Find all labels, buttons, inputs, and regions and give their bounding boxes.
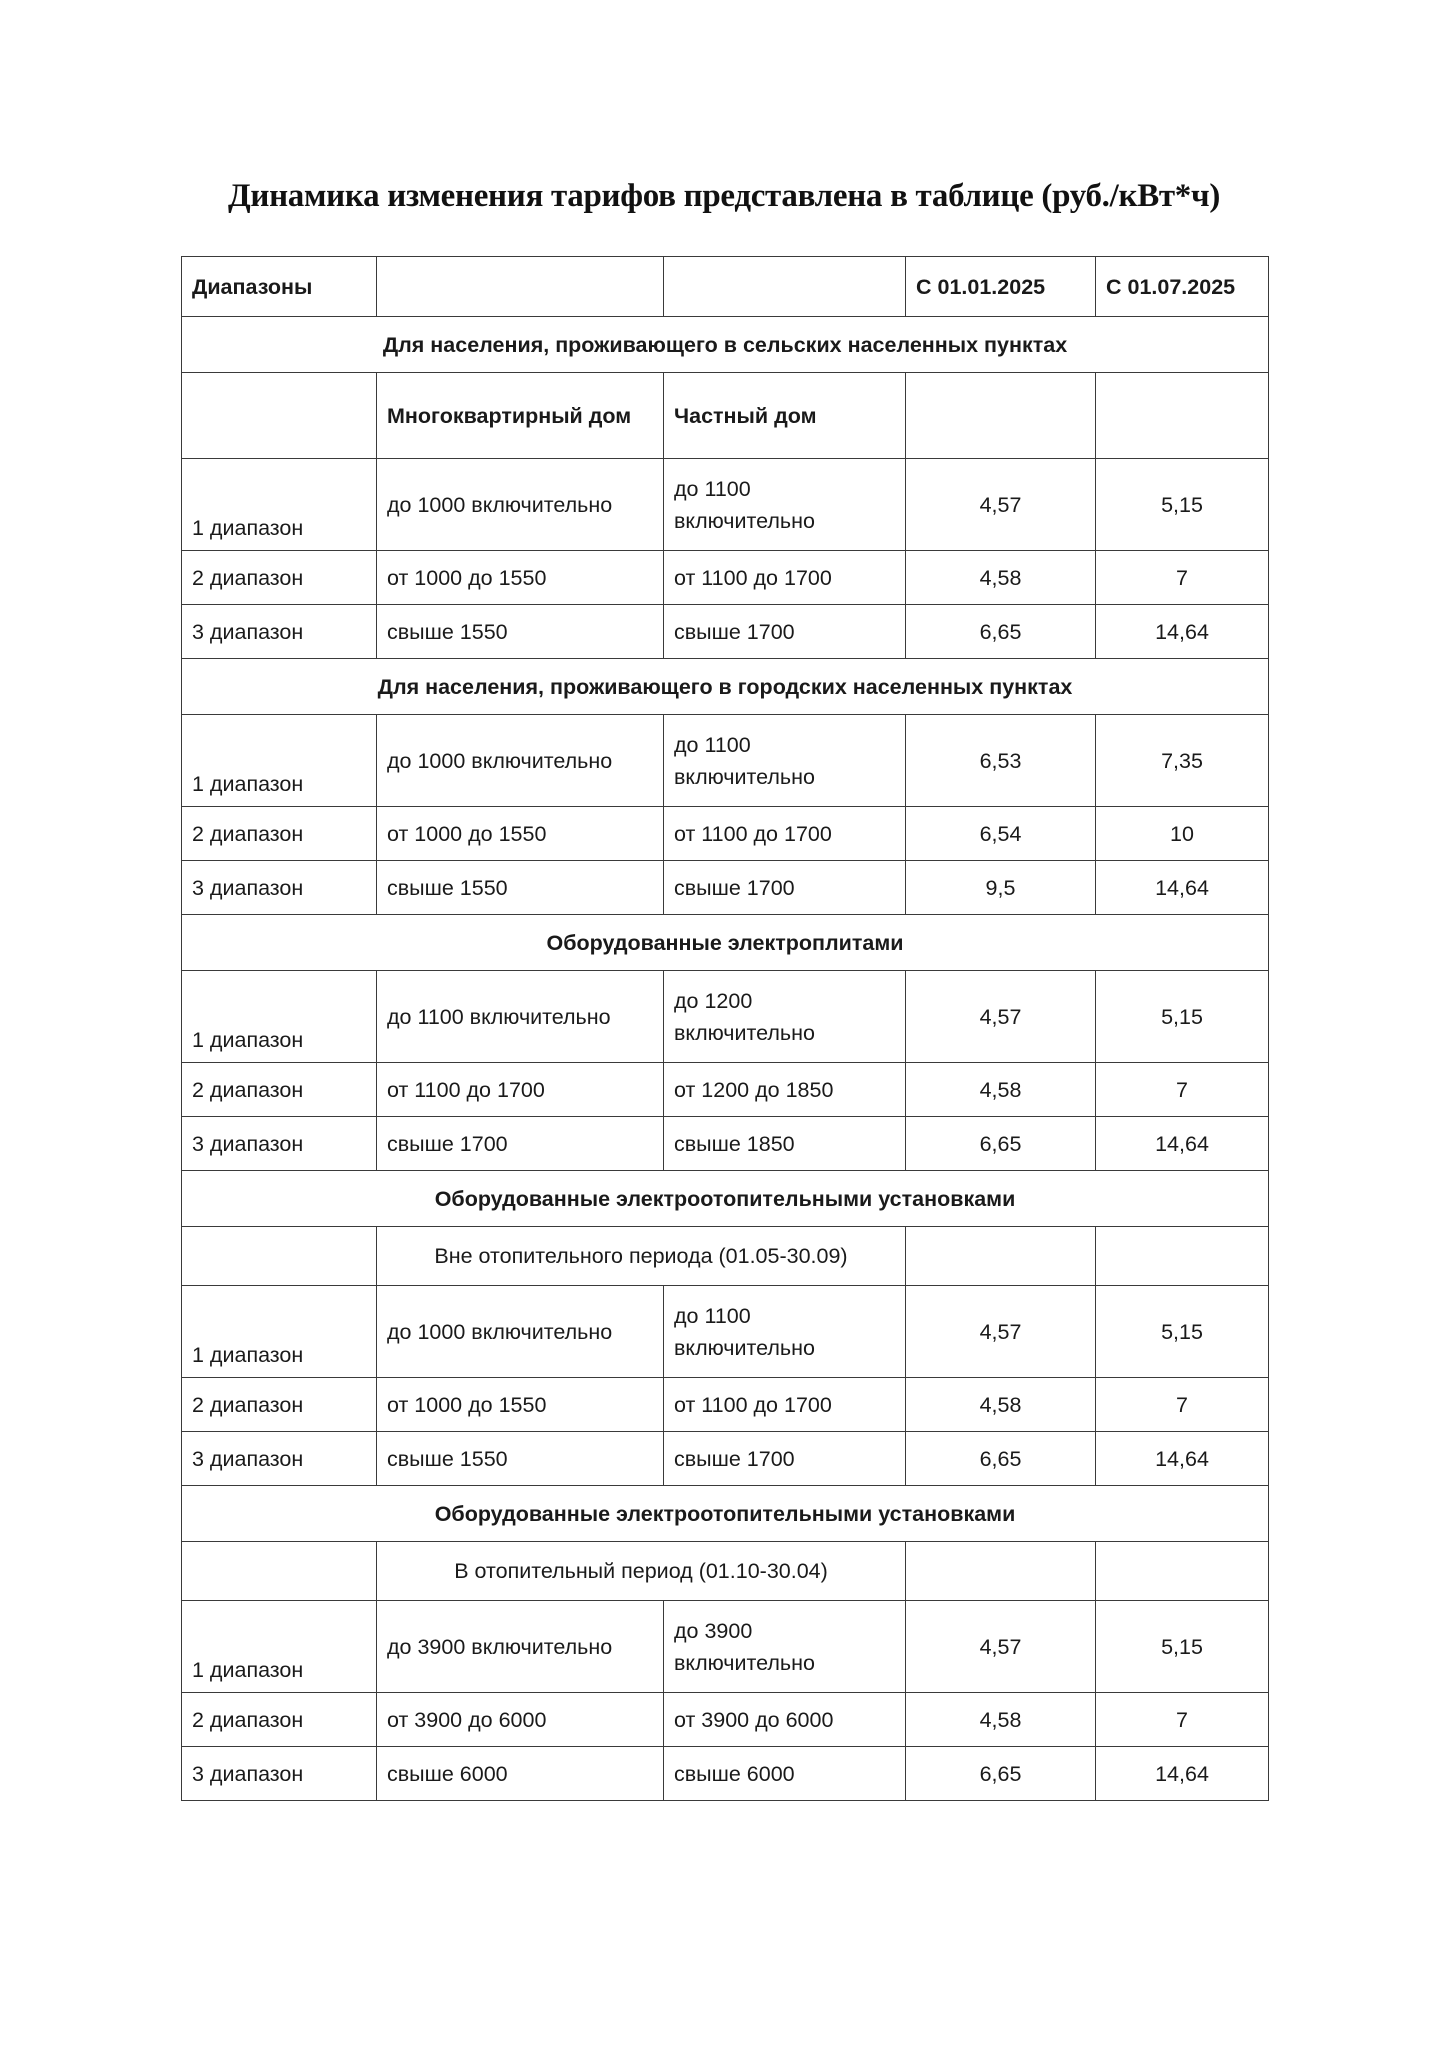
table-row — [182, 1063, 1269, 1117]
range-label: 3 диапазон — [182, 605, 377, 659]
tariff-jul: 14,64 — [1096, 605, 1269, 659]
tariff-jul: 5,15 — [1096, 1286, 1269, 1378]
private-limit: до 3900 включительно — [664, 1601, 906, 1693]
range-label: 1 диапазон — [182, 1601, 377, 1693]
range-label: 3 диапазон — [182, 1432, 377, 1486]
apartment-limit: от 1000 до 1550 — [377, 1378, 664, 1432]
table-row — [182, 861, 1269, 915]
apartment-limit: до 1100 включительно — [377, 971, 664, 1063]
section-title-row — [182, 659, 1269, 715]
apartment-limit: от 1000 до 1550 — [377, 807, 664, 861]
private-limit: свыше 1700 — [664, 605, 906, 659]
tariff-jan: 6,54 — [906, 807, 1096, 861]
apartment-limit: от 1100 до 1700 — [377, 1063, 664, 1117]
period-row — [182, 1227, 1269, 1286]
range-label: 1 диапазон — [182, 971, 377, 1063]
range-label: 1 диапазон — [182, 459, 377, 551]
period-label: Вне отопительного периода (01.05-30.09) — [377, 1227, 906, 1286]
apartment-limit: свыше 1550 — [377, 861, 664, 915]
tariff-jul: 7 — [1096, 551, 1269, 605]
table-row — [182, 1286, 1269, 1378]
subheader-empty — [1096, 373, 1269, 459]
table-header-row — [182, 257, 1269, 317]
tariff-jan: 4,58 — [906, 1063, 1096, 1117]
apartment-limit: свыше 6000 — [377, 1747, 664, 1801]
apartment-limit: до 3900 включительно — [377, 1601, 664, 1693]
tariff-jan: 4,58 — [906, 1693, 1096, 1747]
period-empty — [1096, 1227, 1269, 1286]
tariff-jul: 14,64 — [1096, 1117, 1269, 1171]
section-title-row — [182, 1486, 1269, 1542]
subheader-empty — [906, 373, 1096, 459]
period-row — [182, 1542, 1269, 1601]
range-label: 3 диапазон — [182, 1117, 377, 1171]
tariff-jul: 14,64 — [1096, 1747, 1269, 1801]
tariff-jan: 6,65 — [906, 1117, 1096, 1171]
private-limit: до 1200 включительно — [664, 971, 906, 1063]
tariff-jul: 10 — [1096, 807, 1269, 861]
period-label: В отопительный период (01.10-30.04) — [377, 1542, 906, 1601]
header-date-jul: С 01.07.2025 — [1096, 257, 1269, 317]
private-limit: до 1100 включительно — [664, 459, 906, 551]
range-label: 3 диапазон — [182, 861, 377, 915]
apartment-limit: свыше 1700 — [377, 1117, 664, 1171]
private-limit: от 1100 до 1700 — [664, 807, 906, 861]
table-row — [182, 807, 1269, 861]
tariff-jul: 7 — [1096, 1063, 1269, 1117]
header-date-jan: С 01.01.2025 — [906, 257, 1096, 317]
apartment-limit: от 1000 до 1550 — [377, 551, 664, 605]
period-empty — [182, 1542, 377, 1601]
tariff-jan: 4,57 — [906, 459, 1096, 551]
private-limit: от 1200 до 1850 — [664, 1063, 906, 1117]
table-row — [182, 1601, 1269, 1693]
subheader-empty — [182, 373, 377, 459]
subheader-apartment: Многоквартирный дом — [377, 373, 664, 459]
tariff-jul: 7,35 — [1096, 715, 1269, 807]
tariff-jul: 5,15 — [1096, 971, 1269, 1063]
period-empty — [1096, 1542, 1269, 1601]
private-limit: до 1100 включительно — [664, 715, 906, 807]
period-empty — [906, 1227, 1096, 1286]
apartment-limit: свыше 1550 — [377, 605, 664, 659]
header-ranges: Диапазоны — [182, 257, 377, 317]
table-row — [182, 459, 1269, 551]
private-limit: от 1100 до 1700 — [664, 551, 906, 605]
tariff-jul: 14,64 — [1096, 861, 1269, 915]
section-title: Оборудованные электроотопительными установками — [182, 1486, 1269, 1542]
private-limit: свыше 1700 — [664, 861, 906, 915]
apartment-limit: свыше 1550 — [377, 1432, 664, 1486]
section-title: Оборудованные электроотопительными установками — [182, 1171, 1269, 1227]
header-empty-1 — [377, 257, 664, 317]
table-row — [182, 971, 1269, 1063]
private-limit: свыше 6000 — [664, 1747, 906, 1801]
table-row — [182, 1117, 1269, 1171]
period-empty — [906, 1542, 1096, 1601]
range-label: 2 диапазон — [182, 1063, 377, 1117]
table-row — [182, 1378, 1269, 1432]
range-label: 2 диапазон — [182, 1378, 377, 1432]
table-row — [182, 1747, 1269, 1801]
tariff-jan: 4,57 — [906, 1601, 1096, 1693]
section-title-row — [182, 317, 1269, 373]
tariff-jan: 6,65 — [906, 605, 1096, 659]
tariff-jan: 6,65 — [906, 1432, 1096, 1486]
tariff-jul: 5,15 — [1096, 1601, 1269, 1693]
range-label: 1 диапазон — [182, 1286, 377, 1378]
table-row — [182, 551, 1269, 605]
private-limit: до 1100 включительно — [664, 1286, 906, 1378]
tariff-jan: 4,58 — [906, 551, 1096, 605]
tariff-jan: 6,53 — [906, 715, 1096, 807]
tariff-table — [181, 256, 1269, 1801]
range-label: 2 диапазон — [182, 807, 377, 861]
private-limit: от 1100 до 1700 — [664, 1378, 906, 1432]
section-title-row — [182, 1171, 1269, 1227]
apartment-limit: до 1000 включительно — [377, 459, 664, 551]
private-limit: от 3900 до 6000 — [664, 1693, 906, 1747]
apartment-limit: от 3900 до 6000 — [377, 1693, 664, 1747]
subheader-private: Частный дом — [664, 373, 906, 459]
section-title-row — [182, 915, 1269, 971]
tariff-jul: 7 — [1096, 1378, 1269, 1432]
private-limit: свыше 1700 — [664, 1432, 906, 1486]
subheader-row — [182, 373, 1269, 459]
table-row — [182, 715, 1269, 807]
tariff-jul: 14,64 — [1096, 1432, 1269, 1486]
private-limit: свыше 1850 — [664, 1117, 906, 1171]
tariff-jul: 5,15 — [1096, 459, 1269, 551]
section-title: Оборудованные электроплитами — [182, 915, 1269, 971]
header-empty-2 — [664, 257, 906, 317]
tariff-jan: 4,57 — [906, 1286, 1096, 1378]
table-row — [182, 1432, 1269, 1486]
range-label: 1 диапазон — [182, 715, 377, 807]
tariff-jan: 6,65 — [906, 1747, 1096, 1801]
range-label: 2 диапазон — [182, 551, 377, 605]
section-title: Для населения, проживающего в сельских населенных пунктах — [182, 317, 1269, 373]
range-label: 3 диапазон — [182, 1747, 377, 1801]
section-title: Для населения, проживающего в городских населенных пунктах — [182, 659, 1269, 715]
apartment-limit: до 1000 включительно — [377, 715, 664, 807]
table-row — [182, 605, 1269, 659]
tariff-jul: 7 — [1096, 1693, 1269, 1747]
tariff-jan: 4,58 — [906, 1378, 1096, 1432]
tariff-jan: 4,57 — [906, 971, 1096, 1063]
range-label: 2 диапазон — [182, 1693, 377, 1747]
tariff-jan: 9,5 — [906, 861, 1096, 915]
apartment-limit: до 1000 включительно — [377, 1286, 664, 1378]
table-row — [182, 1693, 1269, 1747]
document-title: Динамика изменения тарифов представлена в таблице (руб./кВт*ч) — [227, 178, 1221, 214]
period-empty — [182, 1227, 377, 1286]
